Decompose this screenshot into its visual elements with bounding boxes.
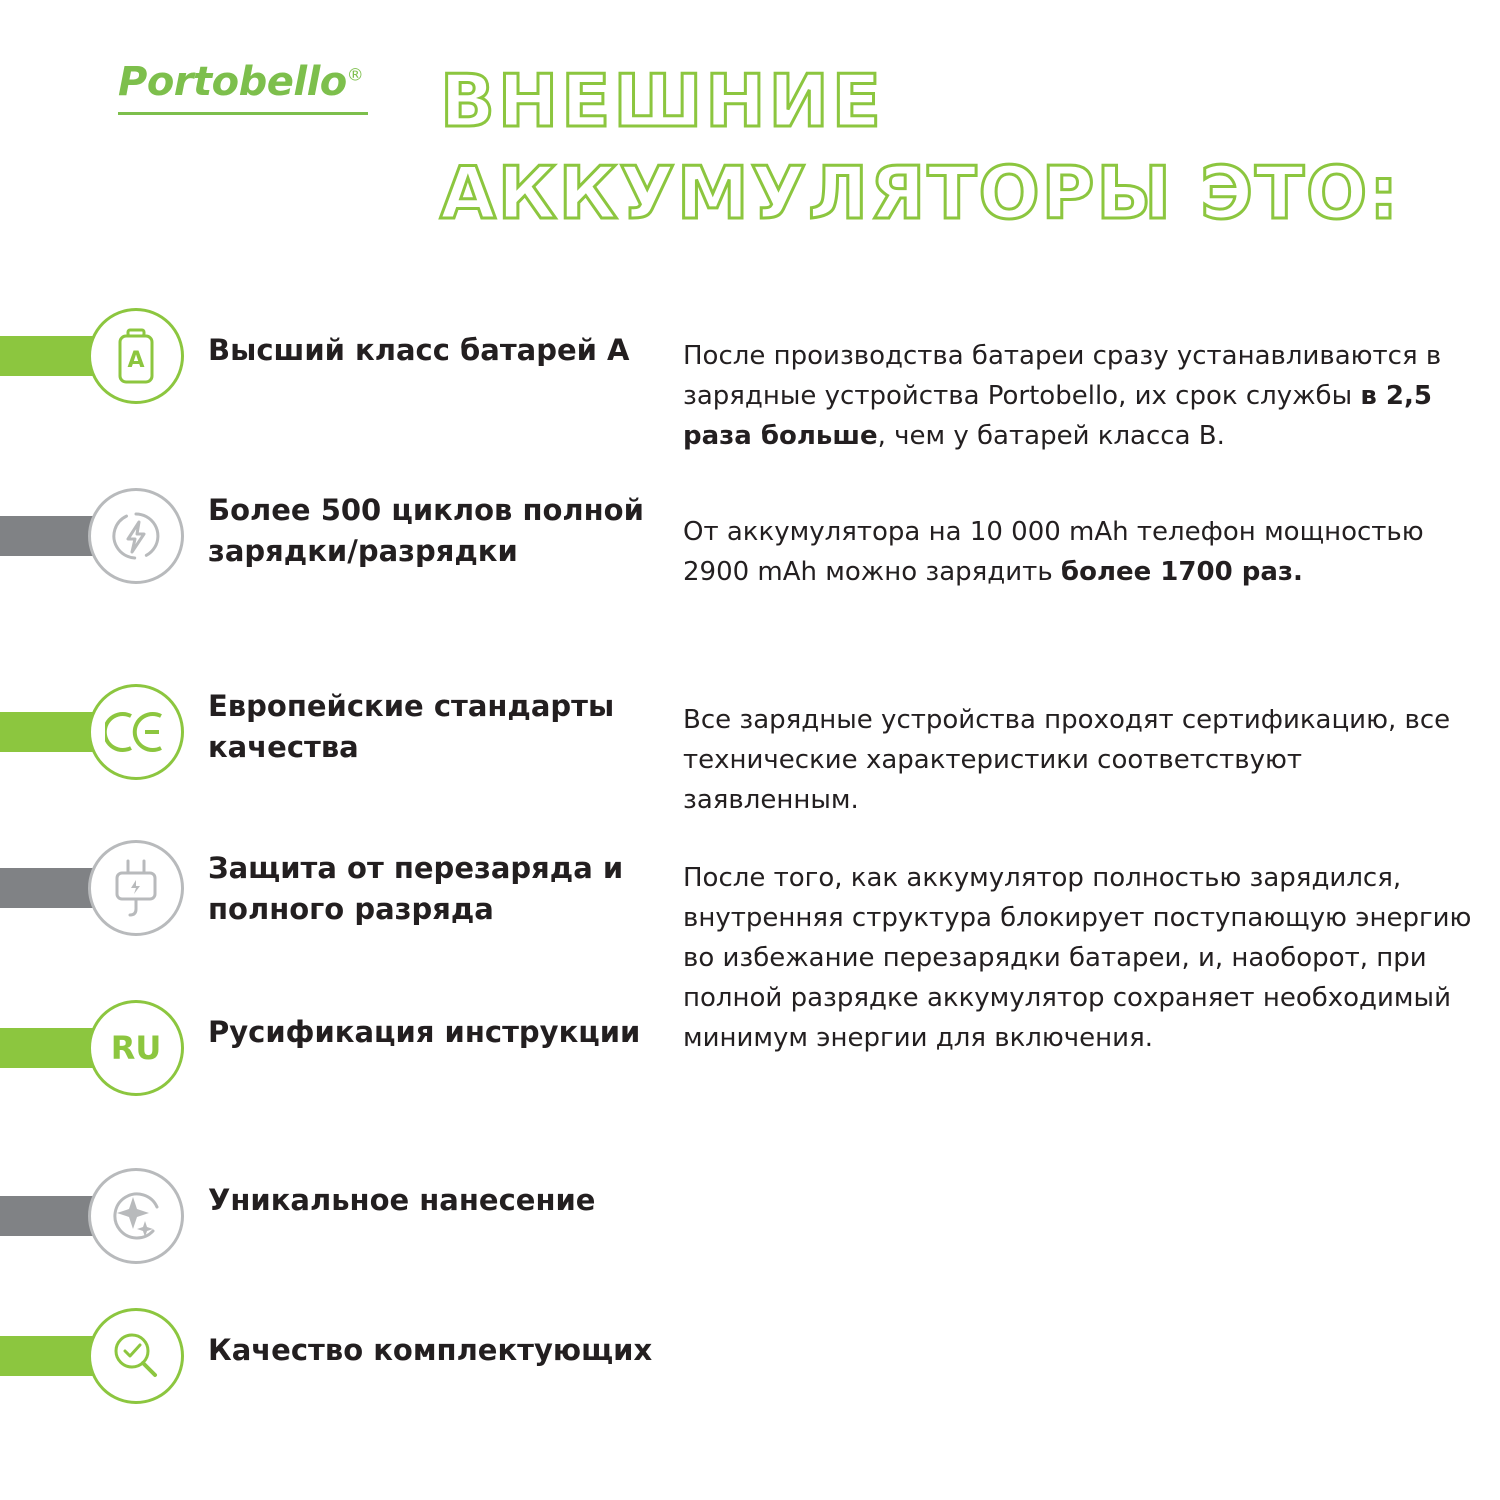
quality-magnifier-check-icon bbox=[88, 1308, 184, 1404]
ce-mark-icon bbox=[88, 684, 184, 780]
registered-mark: ® bbox=[346, 65, 364, 86]
brand-logo bbox=[118, 59, 378, 115]
charge-cycles-bolt-icon bbox=[88, 488, 184, 584]
feature-title: Русификация инструкции bbox=[208, 1015, 641, 1049]
page-title bbox=[440, 55, 1470, 239]
brand-name-text: Portobello bbox=[118, 59, 347, 105]
feature-title: Уникальное нанесение bbox=[208, 1183, 596, 1217]
description-paragraph-4: После того, как аккумулятор полностью зарядился, внутренняя структура блокирует поступающую энергию во избежание перезарядки батареи, и, наоборот, при полной разрядке аккумулятор сохраняет необходимый минимум энергии для включения. bbox=[683, 863, 1472, 1053]
plug-protection-icon bbox=[88, 840, 184, 936]
page-title-line-2: АККУМУЛЯТОРЫ ЭТО: bbox=[440, 151, 1401, 235]
page-header bbox=[0, 0, 1500, 300]
unique-print-sparkle-icon bbox=[88, 1168, 184, 1264]
brand-name bbox=[118, 59, 378, 105]
page-title-line-1: ВНЕШНИЕ bbox=[440, 59, 884, 143]
description-paragraph-1: После производства батареи сразу устанавливаются в зарядные устройства Portobello, их срок службы в 2,5 раза больше, чем у батарей класса B. bbox=[683, 341, 1442, 451]
battery-class-a-icon bbox=[88, 308, 184, 404]
svg-text:RU: RU bbox=[110, 1029, 162, 1067]
svg-text:A: A bbox=[127, 348, 145, 373]
brand-underline bbox=[118, 112, 368, 115]
feature-title: Качество комплектующих bbox=[208, 1333, 653, 1367]
ru-localization-icon bbox=[88, 1000, 184, 1096]
description-paragraph-3: Все зарядные устройства проходят сертификацию, все технические характеристики соответствуют заявленным. bbox=[683, 705, 1451, 815]
description-paragraph-2: От аккумулятора на 10 000 mAh телефон мощностью 2900 mAh можно зарядить более 1700 раз. bbox=[683, 517, 1424, 587]
feature-title: Европейские стандарты качества bbox=[208, 689, 615, 764]
feature-title: Высший класс батарей A bbox=[208, 333, 630, 367]
feature-title: Более 500 циклов полной зарядки/разрядки bbox=[208, 493, 644, 568]
feature-title: Защита от перезаряда и полного разряда bbox=[208, 851, 624, 926]
